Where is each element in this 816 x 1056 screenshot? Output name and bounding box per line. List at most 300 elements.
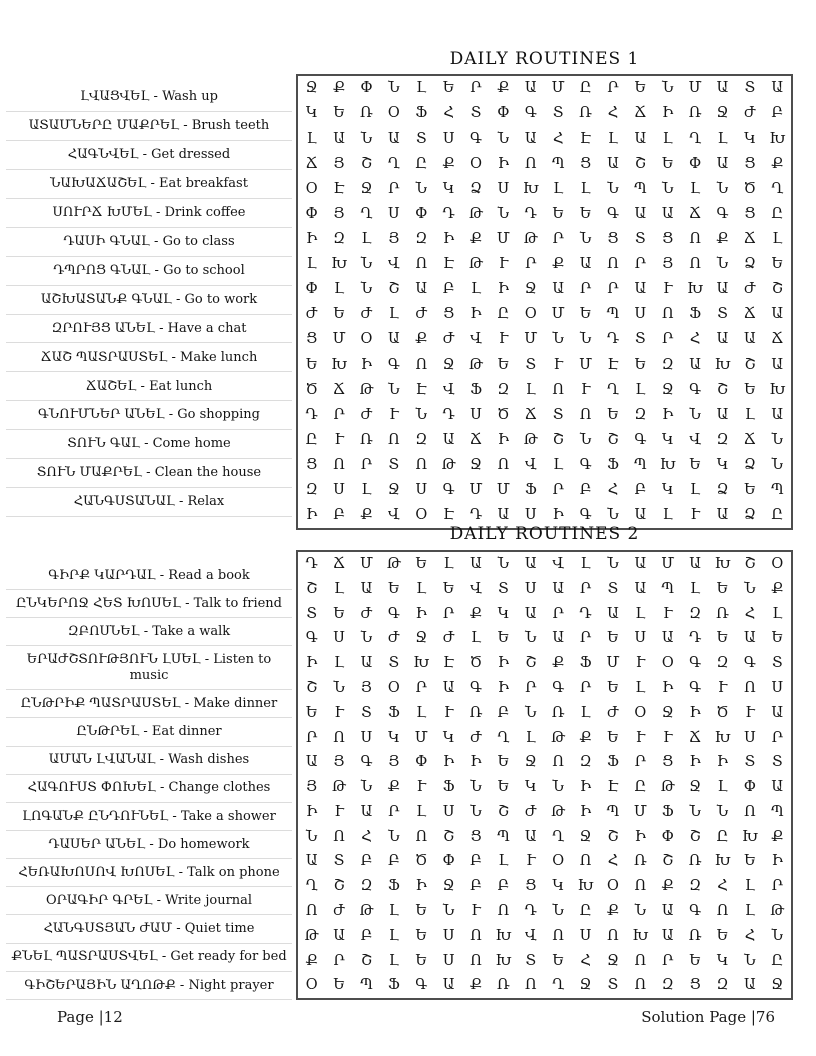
grid-cell: Գ (689, 381, 702, 398)
grid-cell: Խ (687, 281, 704, 298)
grid-cell: Ռ (360, 431, 373, 448)
grid-cell: Ն (497, 130, 510, 147)
grid-cell: Է (443, 507, 455, 524)
grid-cell: Կ (552, 878, 565, 895)
grid-cell: Ա (387, 331, 400, 348)
grid-cell: Ւ (334, 431, 344, 448)
grid-cell: Ժ (415, 306, 428, 323)
grid-cell: Ն (661, 80, 674, 97)
grid-cell: Ք (497, 80, 510, 97)
grid-cell: Բ (470, 878, 482, 895)
grid-cell: Դ (579, 605, 592, 622)
grid-cell: Տ (333, 853, 345, 870)
grid-cell: Ո (415, 256, 428, 273)
grid-cell: Ց (689, 977, 701, 994)
grid-cell: Ի (470, 306, 482, 323)
grid-cell: Ր (306, 729, 318, 746)
grid-cell: Թ (359, 903, 374, 920)
grid-cell: Ի (415, 878, 427, 895)
grid-cell: Փ (661, 828, 674, 845)
grid-cell: Ա (470, 556, 482, 573)
grid-cell: Ն (360, 256, 373, 273)
grid-cell: Փ (305, 281, 318, 298)
grid-cell: Գ (470, 680, 483, 697)
grid-cell: Հ (361, 828, 372, 845)
grid-cell: Ի (306, 803, 318, 820)
grid-cell: Ւ (444, 704, 454, 721)
grid-cell: Լ (744, 878, 755, 895)
grid-cell: Ղ (387, 155, 400, 172)
grid-cell: Ռ (497, 977, 510, 994)
grid-cell: Ն (716, 803, 729, 820)
grid-cell: Կ (497, 605, 510, 622)
grid-cell: Ա (524, 130, 537, 147)
grid-cell: Ս (771, 680, 784, 697)
grid-cell: Ս (442, 952, 455, 969)
grid-cell: Ր (415, 680, 427, 697)
grid-cell: Ռ (688, 853, 702, 870)
grid-cell: Ք (552, 256, 565, 273)
grid-cell: Ո (333, 729, 345, 746)
grid-cell: Մ (332, 331, 346, 348)
grid-cell: Ր (525, 680, 537, 697)
grid-cell: Գ (415, 977, 428, 994)
grid-cell: Խ (577, 878, 594, 895)
grid-cell: Ր (607, 80, 619, 97)
grid-cell: Օ (606, 878, 620, 895)
grid-cell: Փ (415, 205, 428, 222)
grid-cell: Ո (470, 952, 482, 969)
grid-cell: Պ (770, 803, 784, 820)
grid-cell: Ե (579, 205, 592, 222)
grid-cell: Կ (524, 779, 537, 796)
grid-cell: Ռ (579, 105, 592, 122)
grid-cell: Ա (634, 281, 647, 298)
word-list-item: ԼՎԱՑՎԵԼ - Wash up (6, 83, 292, 112)
grid-cell: Խ (769, 381, 786, 398)
grid-cell: Լ (416, 704, 427, 721)
grid-cell: Ծ (497, 406, 510, 423)
grid-cell: Պ (606, 803, 620, 820)
grid-cell: Ռ (633, 853, 647, 870)
grid-cell: Ֆ (387, 977, 400, 994)
grid-cell: Կ (388, 729, 400, 746)
grid-cell: Վ (689, 431, 701, 448)
grid-cell: Ս (442, 803, 455, 820)
grid-cell: Ղ (305, 878, 318, 895)
grid-cell: Տ (635, 331, 646, 348)
puzzle-1-letter-grid (296, 74, 793, 530)
grid-cell: Խ (413, 655, 430, 672)
page-footer (0, 1008, 816, 1032)
grid-cell: Ա (661, 903, 674, 920)
grid-cell: Ե (415, 903, 428, 920)
grid-cell: Ն (388, 381, 400, 398)
grid-cell: Ս (497, 180, 510, 197)
grid-cell: Ե (333, 105, 345, 122)
grid-cell: Ն (360, 130, 373, 147)
grid-cell: Լ (525, 381, 536, 398)
grid-cell: Խ (769, 130, 786, 147)
grid-cell: Ր (634, 256, 646, 273)
grid-cell: Շ (525, 655, 537, 672)
grid-cell: Ի (634, 828, 646, 845)
grid-cell: Ք (469, 977, 483, 994)
grid-cell: Օ (552, 853, 565, 870)
grid-cell: Ռ (688, 927, 702, 944)
grid-cell: Լ (580, 180, 591, 197)
grid-cell: Ք (771, 828, 784, 845)
grid-cell: Ց (443, 306, 455, 323)
grid-cell: Ա (716, 155, 729, 172)
grid-cell: Լ (416, 803, 427, 820)
grid-cell: Կ (442, 180, 455, 197)
grid-cell: Ո (497, 903, 510, 920)
grid-cell: Ի (497, 655, 510, 672)
grid-cell: Շ (333, 878, 345, 895)
grid-cell: Տ (772, 655, 783, 672)
puzzle-2-title: DAILY ROUTINES 2 (449, 524, 640, 544)
grid-cell: Օ (661, 655, 674, 672)
grid-cell: Կ (305, 105, 318, 122)
grid-cell: Ա (744, 331, 756, 348)
grid-cell: Ղ (552, 828, 565, 845)
grid-cell: Յ (333, 754, 345, 771)
grid-cell: Ա (716, 507, 729, 524)
grid-cell: Խ (714, 356, 731, 373)
grid-cell: Ա (524, 828, 537, 845)
grid-cell: Ժ (607, 704, 619, 721)
grid-cell: Վ (388, 507, 400, 524)
word-list-item: ԳԻՇԵՐԱՅԻՆ ԱՂՈԹՔ - Night prayer (6, 972, 292, 1000)
grid-cell: Դ (688, 630, 702, 647)
grid-cell: Գ (716, 205, 729, 222)
grid-cell: Ց (580, 155, 591, 172)
grid-cell: Ր (388, 180, 400, 197)
grid-cell: Լ (772, 230, 783, 247)
word-list-item: ԱՇԽԱՏԱՆՔ ԳՆԱԼ - Go to work (6, 286, 292, 315)
grid-cell: Ր (552, 482, 564, 499)
grid-cell: Ե (634, 356, 647, 373)
word-list-item: ՃԱՇ ՊԱՏՐԱՍՏԵԼ - Make lunch (6, 343, 292, 372)
grid-cell: Խ (522, 180, 539, 197)
grid-cell: Դ (524, 205, 537, 222)
grid-cell: Ն (771, 431, 784, 448)
grid-cell: Ո (415, 356, 428, 373)
grid-cell: Է (607, 779, 619, 796)
grid-cell: Ր (579, 680, 592, 697)
grid-cell: Ա (689, 556, 701, 573)
grid-cell: Է (333, 180, 345, 197)
grid-cell: Ն (415, 406, 427, 423)
grid-cell: Պ (770, 482, 784, 499)
grid-cell: Լ (580, 556, 591, 573)
grid-cell: Լ (662, 130, 673, 147)
grid-cell: Ն (771, 927, 784, 944)
grid-cell: Ի (771, 853, 783, 870)
grid-cell: Ճ (771, 331, 784, 348)
grid-cell: Շ (388, 281, 400, 298)
grid-cell: Ր (662, 331, 674, 348)
grid-cell: Լ (388, 306, 399, 323)
grid-cell: Գ (606, 205, 619, 222)
grid-cell: Ն (470, 803, 482, 820)
grid-cell: Ե (607, 680, 619, 697)
grid-cell: Ֆ (689, 306, 702, 323)
grid-cell: Ծ (305, 381, 318, 398)
grid-cell: Լ (635, 605, 646, 622)
grid-cell: Ե (689, 456, 701, 473)
grid-cell: Ւ (334, 803, 344, 820)
grid-cell: Ի (497, 281, 510, 298)
grid-cell: Ո (579, 853, 592, 870)
grid-cell: Ջ (579, 977, 592, 994)
grid-cell: Ֆ (661, 803, 674, 820)
puzzle-1-word-list (6, 83, 292, 517)
grid-cell: Ց (525, 878, 537, 895)
grid-cell: Մ (606, 655, 620, 672)
word-list-item: ՀԱԳՆՎԵԼ - Get dressed (6, 141, 292, 170)
grid-cell: Ժ (470, 729, 482, 746)
grid-cell: Ժ (442, 331, 455, 348)
grid-cell: Տ (388, 655, 400, 672)
word-list-item: ԴԱՍԵՐ ԱՆԵԼ - Do homework (6, 831, 292, 859)
grid-cell: Ը (771, 507, 784, 524)
grid-cell: Տ (525, 952, 537, 969)
grid-cell: Թ (441, 456, 456, 473)
grid-cell: Բ (497, 878, 510, 895)
grid-cell: Թ (304, 927, 319, 944)
grid-cell: Ջ (442, 878, 455, 895)
grid-cell: Գ (387, 605, 400, 622)
grid-cell: Ի (497, 431, 510, 448)
grid-cell: Ր (333, 952, 345, 969)
grid-cell: Վ (552, 556, 564, 573)
grid-cell: Ի (443, 754, 455, 771)
word-list-item: ԱՄԱՆ ԼՎԱՆԱԼ - Wash dishes (6, 747, 292, 775)
grid-cell: Ւ (471, 903, 481, 920)
grid-cell: Ր (607, 281, 619, 298)
grid-cell: Ո (552, 381, 564, 398)
grid-cell: Դ (606, 331, 620, 348)
grid-cell: Լ (388, 903, 399, 920)
grid-cell: Լ (388, 927, 399, 944)
grid-cell: Ո (634, 977, 647, 994)
grid-cell: Ա (744, 630, 756, 647)
grid-cell: Կ (716, 952, 729, 969)
grid-cell: Հ (607, 482, 619, 499)
word-list-item: ՀԱԳՈՒՍՏ ՓՈԽԵԼ - Change clothes (6, 775, 292, 803)
grid-cell: Ը (579, 80, 592, 97)
page-number: Page |12 (57, 1008, 123, 1026)
grid-cell: Ջ (442, 356, 455, 373)
grid-cell: Գ (689, 655, 702, 672)
grid-cell: Ո (607, 927, 619, 944)
grid-cell: Ք (606, 903, 620, 920)
grid-cell: Ժ (524, 803, 537, 820)
grid-cell: Ջ (305, 80, 318, 97)
grid-cell: Ց (607, 230, 619, 247)
grid-cell: Լ (334, 281, 345, 298)
grid-cell: Ճ (689, 205, 702, 222)
grid-cell: Տ (415, 130, 427, 147)
grid-cell: Ա (634, 130, 647, 147)
grid-cell: Բ (771, 105, 784, 122)
grid-cell: Ո (689, 230, 701, 247)
grid-cell: Ք (415, 331, 428, 348)
grid-cell: Ա (333, 130, 345, 147)
grid-cell: Ա (360, 655, 373, 672)
grid-cell: Ւ (635, 729, 645, 746)
word-list-item: ԴՊՐՈՑ ԳՆԱԼ - Go to school (6, 257, 292, 286)
grid-cell: Լ (334, 580, 345, 597)
grid-cell: Ա (661, 205, 674, 222)
grid-cell: Մ (469, 482, 483, 499)
grid-cell: Օ (469, 155, 483, 172)
grid-cell: Ր (662, 952, 674, 969)
grid-cell: Ք (579, 729, 592, 746)
grid-cell: Ֆ (387, 878, 400, 895)
grid-cell: Ճ (634, 105, 647, 122)
grid-cell: Ճ (305, 155, 318, 172)
grid-cell: Ն (744, 580, 756, 597)
grid-cell: Ն (579, 431, 592, 448)
grid-cell: Ր (443, 605, 455, 622)
grid-cell: Ե (305, 704, 318, 721)
grid-cell: Ա (552, 580, 565, 597)
grid-cell: Դ (524, 903, 537, 920)
grid-cell: Տ (388, 456, 400, 473)
grid-cell: Ա (716, 331, 729, 348)
grid-cell: Ը (497, 306, 510, 323)
grid-cell: Ի (579, 803, 592, 820)
grid-cell: Ճ (743, 306, 757, 323)
grid-cell: Ֆ (442, 779, 455, 796)
grid-cell: Ս (525, 507, 537, 524)
grid-cell: Թ (359, 381, 374, 398)
grid-cell: Խ (714, 556, 731, 573)
grid-cell: Լ (361, 230, 372, 247)
word-list-item: ԸՆԿԵՐՈՋ ՀԵՏ ԽՈՍԵԼ - Talk to friend (6, 590, 292, 618)
grid-cell: Ր (579, 281, 592, 298)
grid-cell: Տ (552, 105, 564, 122)
grid-cell: Կ (744, 130, 756, 147)
grid-cell: Ե (744, 381, 756, 398)
grid-cell: Յ (333, 155, 345, 172)
grid-cell: Հ (717, 878, 728, 895)
word-list-item: ՕՐԱԳԻՐ ԳՐԵԼ - Write journal (6, 887, 292, 915)
grid-cell: Ջ (661, 381, 674, 398)
grid-cell: Զ (661, 356, 674, 373)
grid-cell: Ն (634, 903, 647, 920)
grid-cell: Ա (305, 754, 318, 771)
grid-cell: Ն (689, 406, 701, 423)
grid-cell: Տ (607, 977, 619, 994)
grid-cell: Ա (524, 556, 537, 573)
grid-cell: Լ (553, 180, 564, 197)
grid-cell: Ա (552, 281, 565, 298)
grid-cell: Մ (579, 356, 593, 373)
grid-cell: Շ (360, 155, 372, 172)
grid-cell: Ը (771, 205, 784, 222)
grid-cell: Ե (333, 306, 345, 323)
grid-cell: Ո (470, 927, 482, 944)
grid-cell: Տ (552, 406, 564, 423)
grid-cell: Ո (552, 927, 564, 944)
grid-cell: Տ (744, 80, 756, 97)
grid-cell: Ր (333, 406, 345, 423)
word-list-item: ԴԱՍԻ ԳՆԱԼ - Go to class (6, 228, 292, 257)
grid-cell: Ճ (524, 406, 537, 423)
grid-cell: Ն (579, 331, 592, 348)
grid-cell: Ե (415, 952, 428, 969)
grid-cell: Է (607, 356, 619, 373)
grid-cell: Զ (415, 230, 428, 247)
grid-cell: Զ (333, 230, 346, 247)
grid-cell: Ջ (387, 482, 400, 499)
grid-cell: Շ (744, 556, 756, 573)
grid-cell: Ո (415, 456, 428, 473)
grid-cell: Ն (305, 828, 318, 845)
grid-cell: Ո (579, 406, 592, 423)
grid-cell: Ճ (689, 729, 702, 746)
grid-cell: Մ (524, 331, 538, 348)
grid-cell: Պ (661, 580, 675, 597)
grid-cell: Ո (607, 256, 619, 273)
grid-cell: Ա (661, 927, 674, 944)
grid-cell: Լ (772, 605, 783, 622)
grid-cell: Ժ (360, 406, 373, 423)
grid-cell: Ք (771, 155, 784, 172)
grid-cell: Է (443, 256, 455, 273)
grid-cell: Ե (497, 754, 510, 771)
grid-cell: Ւ (553, 356, 563, 373)
grid-cell: Ռ (551, 704, 565, 721)
word-list-item: ԵՐԱԺՇՏՈՒԹՅՈՒՆ ԼՍԵԼ - Listen to music (6, 646, 292, 690)
grid-cell: Ռ (469, 704, 483, 721)
grid-cell: Լ (580, 704, 591, 721)
grid-cell: Օ (415, 507, 428, 524)
grid-cell: Ւ (635, 655, 645, 672)
grid-cell: Ս (388, 205, 400, 222)
grid-cell: Ց (470, 828, 482, 845)
grid-cell: Թ (770, 903, 785, 920)
grid-cell: Ի (306, 507, 318, 524)
grid-cell: Լ (361, 482, 372, 499)
grid-cell: Գ (387, 356, 400, 373)
grid-cell: Մ (551, 80, 565, 97)
grid-cell: Ֆ (524, 482, 537, 499)
grid-cell: Ղ (360, 205, 373, 222)
grid-cell: Շ (607, 431, 619, 448)
grid-cell: Մ (496, 230, 510, 247)
grid-cell: Ն (552, 779, 564, 796)
grid-cell: Ս (442, 927, 455, 944)
grid-cell: Ե (634, 80, 647, 97)
grid-cell: Տ (607, 580, 619, 597)
grid-cell: Ե (497, 356, 510, 373)
grid-cell: Օ (771, 556, 784, 573)
grid-cell: Բ (442, 281, 455, 298)
grid-cell: Ո (716, 903, 729, 920)
grid-cell: Շ (717, 381, 728, 398)
grid-cell: Զ (689, 878, 702, 895)
grid-cell: Խ (495, 952, 512, 969)
grid-cell: Դ (305, 556, 318, 573)
grid-cell: Ւ (717, 680, 728, 697)
grid-cell: Ի (579, 779, 592, 796)
grid-cell: Լ (471, 281, 481, 298)
